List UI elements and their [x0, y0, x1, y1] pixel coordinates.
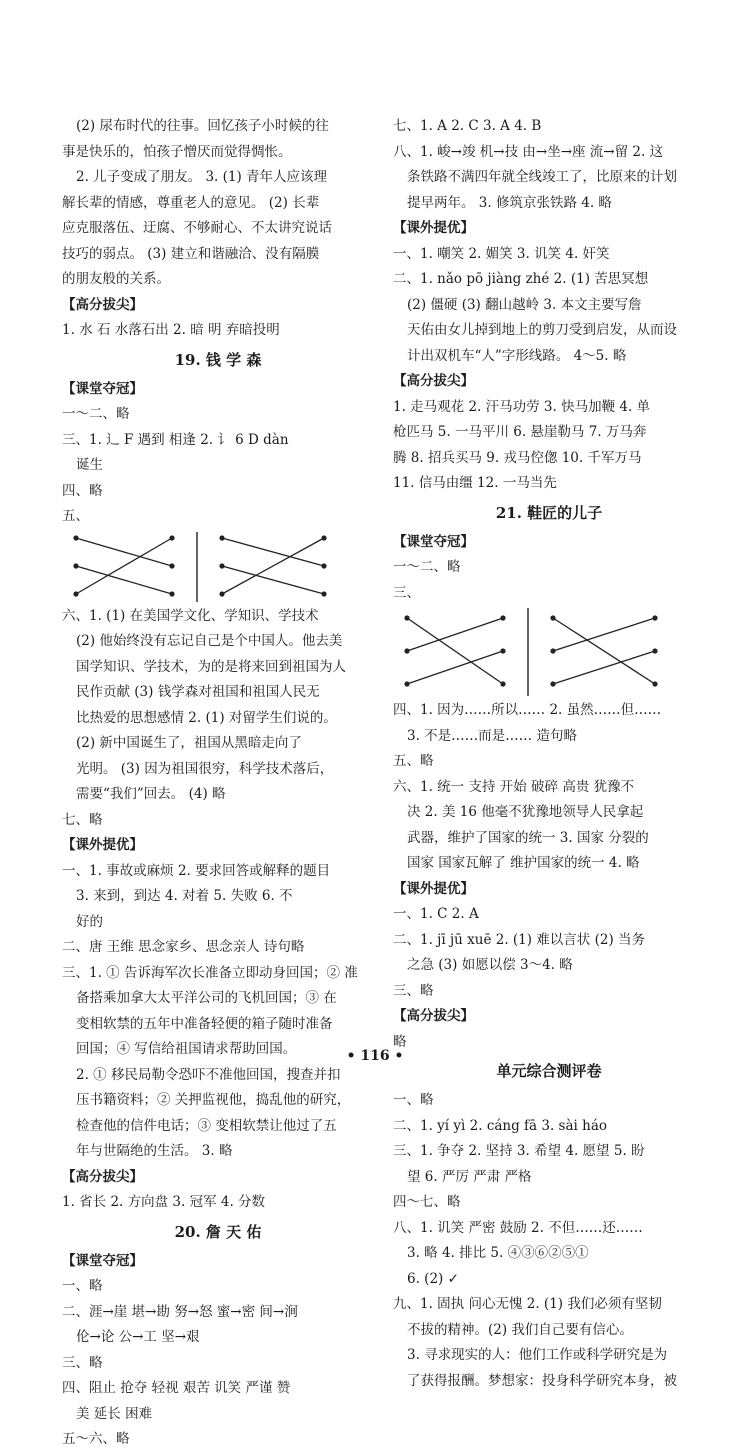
answer-line: 决 2. 美 16 他毫不犹豫地领导人民拿起: [407, 804, 644, 820]
answer-line: 检查他的信件电话；③ 变相软禁让他过了五: [76, 1117, 337, 1134]
match-line: [553, 618, 655, 651]
answer-line: 一、略: [62, 1278, 103, 1294]
answer-line: 略: [393, 1033, 407, 1050]
answer-line: 八、1. 峻→竣 机→技 由→坐→座 流→留 2. 这: [393, 143, 664, 160]
match-line: [222, 538, 324, 566]
answer-line: 伦→论 公→工 坚→艰: [76, 1329, 200, 1345]
section-heading: 【课堂夺冠】: [62, 1252, 143, 1269]
left-column: [62, 114, 374, 1453]
answer-line: 技巧的弱点。 (3) 建立和谐融洽、没有隔膜: [62, 245, 320, 262]
answer-line: 一～二、略: [393, 559, 461, 575]
match-dot: [550, 648, 555, 653]
match-line: [553, 651, 655, 684]
answer-line: 武器，维护了国家的统一 3. 国家 分裂的: [407, 829, 649, 846]
answer-line: 三、略: [62, 1354, 103, 1371]
answer-line: 三、1. ① 告诉海军次长准备立即动身回国；② 准: [62, 964, 358, 981]
match-dot: [219, 535, 224, 540]
match-line: [222, 538, 324, 594]
answer-line: 不拔的精神。(2) 我们自己要有信心。: [407, 1321, 633, 1338]
lesson-title: 21. 鞋匠的儿子: [495, 503, 603, 522]
answer-line: 六、1. 统一 支持 开始 破碎 高贵 犹豫不: [393, 778, 635, 795]
match-line: [553, 618, 655, 684]
answer-line: 腾 8. 招兵买马 9. 戎马倥偬 10. 千军万马: [393, 449, 642, 466]
answer-line: (2) 尿布时代的往事。回忆孩子小时候的往: [76, 118, 329, 134]
answer-line: 六、1. (1) 在美国学文化、学知识、学技术: [62, 607, 319, 624]
answer-line: 3. 略 4. 排比 5. ④③⑥②⑤①: [407, 1245, 589, 1261]
answer-line: 11. 信马由缰 12. 一马当先: [393, 475, 557, 491]
answer-line: 望 6. 严厉 严肃 严格: [407, 1168, 532, 1185]
match-line: [76, 538, 172, 566]
answer-line: (2) 他始终没有忘记自己是个中国人。他去美: [76, 633, 343, 649]
answer-line: 一、略: [393, 1092, 434, 1108]
answer-line: 一～二、略: [62, 406, 130, 422]
answer-line: 压书籍资料；② 关押监视他，捣乱他的研究，: [76, 1092, 351, 1108]
answer-line: 一、1. 事故或麻烦 2. 要求回答或解释的题目: [62, 862, 331, 879]
answer-line: 八、1. 讥笑 严密 鼓励 2. 不但……还……: [393, 1219, 643, 1236]
answer-line: 三、1. 争夺 2. 坚持 3. 希望 4. 愿望 5. 盼: [393, 1143, 645, 1159]
match-dot: [219, 591, 224, 596]
answer-line: 了获得报酬。梦想家：投身科学研究本身，被: [407, 1372, 677, 1389]
match-line: [76, 566, 172, 594]
answer-line: 三、: [393, 584, 420, 601]
answer-line: 七、1. A 2. C 3. A 4. B: [393, 118, 542, 134]
answer-line: 民作贡献 (3) 钱学森对祖国和祖国人民无: [76, 684, 320, 700]
match-dot: [321, 535, 326, 540]
answer-line: 天佑由女儿掉到地上的剪刀受到启发，从而设: [407, 322, 677, 338]
match-dot: [500, 681, 505, 686]
lesson-title: 20. 詹 天 佑: [174, 1222, 262, 1241]
match-dot: [73, 591, 78, 596]
answer-line: 三、略: [393, 982, 434, 999]
answer-line: 2. 儿子变成了朋友。 3. (1) 青年人应该理: [76, 169, 328, 185]
answer-line: 五、: [62, 508, 89, 524]
answer-line: 需要“我们”回去。 (4) 略: [76, 786, 226, 802]
answer-line: (2) 新中国诞生了，祖国从黑暗走向了: [76, 735, 302, 751]
match-dot: [500, 648, 505, 653]
match-dot: [550, 615, 555, 620]
matching-diagram: [393, 606, 705, 698]
match-line: [76, 538, 172, 594]
answer-line: 四、1. 因为……所以…… 2. 虽然……但……: [393, 702, 662, 718]
answer-line: 解长辈的情感，尊重老人的意见。 (2) 长辈: [62, 194, 320, 211]
section-heading: 【课外提优】: [62, 837, 143, 853]
answer-line: 二、唐 王维 思念家乡、思念亲人 诗句略: [62, 939, 305, 955]
answer-line: 一、1. C 2. A: [393, 906, 479, 922]
answer-line: 七、略: [62, 811, 103, 828]
match-dot: [321, 563, 326, 568]
match-line: [222, 566, 324, 594]
answer-line: 诞生: [76, 457, 103, 473]
answer-line: 国家 国家瓦解了 维护国家的统一 4. 略: [407, 855, 640, 871]
answer-line: 年与世隔绝的生活。 3. 略: [76, 1143, 233, 1159]
answer-line: 四、阻止 抢夺 轻视 艰苦 讥笑 严谨 赞: [62, 1380, 291, 1396]
matching-diagram: [62, 530, 374, 604]
lesson-title: 19. 钱 学 森: [174, 350, 262, 369]
answer-line: 五、略: [393, 753, 434, 769]
answer-line: 美 延长 困难: [76, 1405, 153, 1422]
answer-line: 条铁路不满四年就全线竣工了，比原来的计划: [407, 169, 677, 185]
answer-line: 备搭乘加拿大太平洋公司的飞机回国；③ 在: [76, 990, 337, 1006]
match-dot: [169, 535, 174, 540]
match-dot: [404, 615, 409, 620]
match-dot: [169, 591, 174, 596]
page-number: • 116 •: [346, 1048, 404, 1064]
answer-line: 2. ① 移民局勒令恐吓不准他回国，搜查并扣: [76, 1066, 341, 1083]
answer-line: 国学知识、学技术，为的是将来回到祖国为人: [76, 658, 346, 675]
match-dot: [73, 535, 78, 540]
section-heading: 【课外提优】: [393, 880, 474, 897]
answer-line: 九、1. 固执 问心无愧 2. (1) 我们必须有坚韧: [393, 1296, 662, 1312]
answer-line: 回国；④ 写信给祖国请求帮助回国。: [76, 1041, 297, 1057]
answer-line: 四、略: [62, 482, 103, 499]
answer-line: 二、1. jī jū xuē 2. (1) 难以言状 (2) 当务: [393, 931, 646, 948]
answer-line: 提早两年。 3. 修筑京张铁路 4. 略: [407, 194, 612, 211]
answer-line: 三、1. 辶 F 遇到 相逢 2. 讠 6 D dàn: [62, 431, 289, 448]
match-line: [407, 618, 503, 684]
match-dot: [73, 563, 78, 568]
answer-line: 二、1. nǎo pō jiàng zhé 2. (1) 苦思冥想: [393, 271, 649, 287]
answer-line: 事是快乐的，怕孩子憎厌而觉得惆怅。: [62, 143, 292, 160]
answer-line: 的朋友般的关系。: [62, 271, 170, 287]
match-dot: [652, 648, 657, 653]
answer-line: 之急 (3) 如愿以偿 3～4. 略: [407, 957, 573, 973]
match-dot: [404, 648, 409, 653]
lesson-title: 单元综合测评卷: [496, 1062, 602, 1080]
match-dot: [321, 591, 326, 596]
answer-line: 3. 寻求现实的人：他们工作或科学研究是为: [407, 1347, 668, 1363]
answer-line: 枪匹马 5. 一马平川 6. 悬崖勒马 7. 万马奔: [393, 424, 647, 440]
section-heading: 【课堂夺冠】: [62, 380, 143, 397]
answer-line: 3. 不是……而是…… 造句略: [407, 727, 577, 744]
match-dot: [652, 681, 657, 686]
section-heading: 【高分拔尖】: [62, 296, 143, 313]
answer-line: 一、1. 嘲笑 2. 媚笑 3. 讥笑 4. 奸笑: [393, 245, 610, 262]
matching-lines: [62, 530, 362, 604]
answer-line: 二、涯→崖 堪→勘 努→怒 蜜→密 间→涧: [62, 1303, 298, 1320]
answer-line: 四～七、略: [393, 1194, 461, 1210]
section-heading: 【课外提优】: [393, 220, 474, 236]
match-dot: [404, 681, 409, 686]
answer-line: 1. 走马观花 2. 汗马功劳 3. 快马加鞭 4. 单: [393, 398, 651, 415]
match-line: [407, 618, 503, 651]
section-heading: 【高分拔尖】: [393, 1008, 474, 1024]
answer-line: 好的: [76, 913, 103, 930]
match-line: [407, 651, 503, 684]
match-dot: [169, 563, 174, 568]
section-heading: 【课堂夺冠】: [393, 533, 474, 550]
answer-line: 变相软禁的五年中准备轻便的箱子随时准备: [76, 1015, 333, 1032]
answer-line: 五～六、略: [62, 1431, 130, 1447]
answer-line: 6. (2) ✓: [407, 1270, 459, 1287]
answer-line: 计出双机车“人”字形线路。 4～5. 略: [407, 347, 627, 364]
match-dot: [500, 615, 505, 620]
answer-line: 二、1. yí yì 2. cáng fā 3. sài háo: [393, 1117, 608, 1134]
answer-line: 应克服落伍、迂腐、不够耐心、不太讲究说话: [62, 220, 332, 236]
answer-line: 1. 省长 2. 方向盘 3. 冠军 4. 分数: [62, 1194, 266, 1210]
match-dot: [550, 681, 555, 686]
match-dot: [652, 615, 657, 620]
answer-line: (2) 僵硬 (3) 翻山越岭 3. 本文主要写詹: [407, 296, 642, 313]
match-dot: [219, 563, 224, 568]
answer-line: 光明。 (3) 因为祖国很穷，科学技术落后，: [76, 760, 334, 777]
section-heading: 【高分拔尖】: [62, 1168, 143, 1185]
matching-lines: [393, 606, 693, 698]
section-heading: 【高分拔尖】: [393, 373, 474, 389]
answer-line: 比热爱的思想感情 2. (1) 对留学生们说的。: [76, 709, 337, 726]
right-column: [393, 114, 705, 1394]
answer-line: 1. 水 石 水落石出 2. 暗 明 弃暗投明: [62, 322, 280, 338]
answer-line: 3. 来到，到达 4. 对着 5. 失败 6. 不: [76, 888, 293, 904]
